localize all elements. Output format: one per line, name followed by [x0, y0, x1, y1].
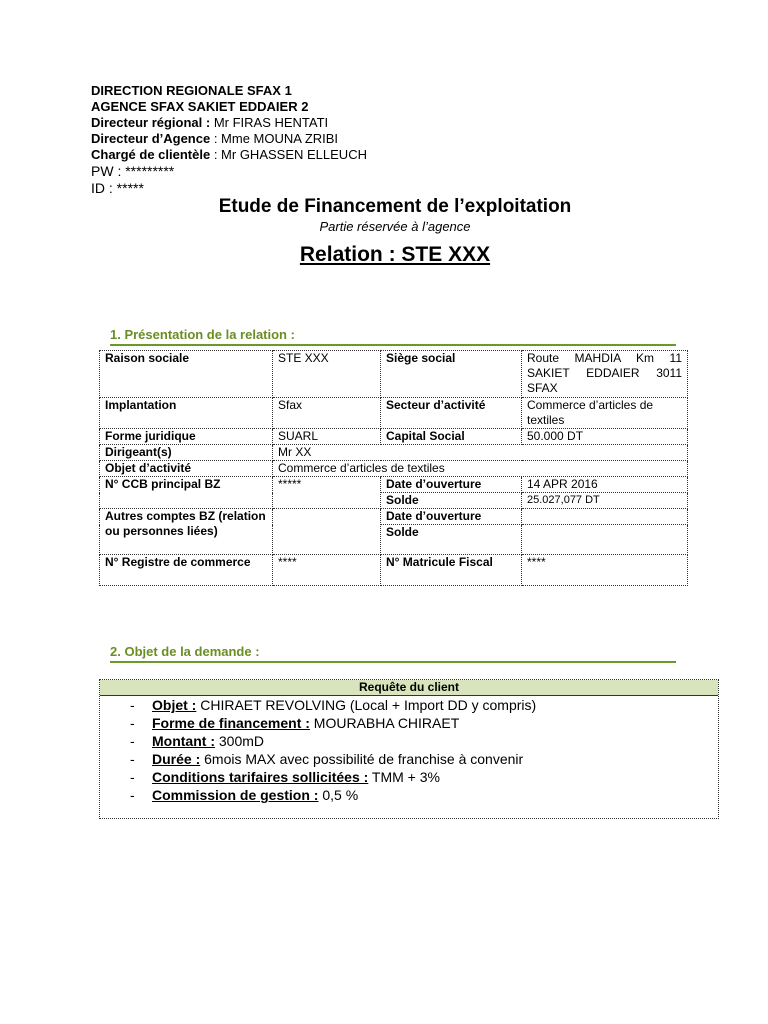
bullet-dash: -	[130, 697, 135, 713]
solde-2-label: Solde	[381, 525, 522, 555]
direction-line: DIRECTION REGIONALE SFAX 1	[91, 83, 292, 98]
table-row	[100, 555, 688, 586]
relation-title: Relation : STE XXX	[299, 243, 491, 266]
secteur-value: Commerce d’articles de textiles	[522, 398, 688, 429]
list-item	[130, 786, 718, 804]
list-item	[130, 768, 718, 786]
agence-line: AGENCE SFAX SAKIET EDDAIER 2	[91, 99, 309, 114]
dirigeant-label: Dirigeant(s)	[100, 445, 273, 461]
autres-comptes-value	[273, 509, 381, 555]
bullet-dash: -	[130, 715, 135, 731]
request-key: Commission de gestion :	[152, 787, 319, 803]
request-value: 6mois MAX avec possibilité de franchise à convenir	[200, 751, 524, 767]
solde-label: Solde	[381, 493, 522, 509]
objet-activite-value: Commerce d’articles de textiles	[273, 461, 688, 477]
bullet-dash: -	[130, 787, 135, 803]
list-item	[130, 696, 718, 714]
request-value: MOURABHA CHIRAET	[309, 715, 460, 731]
section-1-heading: 1. Présentation de la relation :	[110, 327, 676, 346]
siege-social-value: Route MAHDIA Km 11 SAKIET EDDAIER 3011 SFAX	[522, 351, 688, 398]
dirigeant-value: Mr XX	[273, 445, 688, 461]
implantation-value: Sfax	[273, 398, 381, 429]
charge-clientele-label: Chargé de clientèle	[91, 147, 211, 162]
directeur-regional-line	[91, 115, 367, 131]
request-key: Objet :	[152, 697, 197, 713]
secteur-label: Secteur d’activité	[381, 398, 522, 429]
date-ouverture-label: Date d’ouverture	[381, 477, 522, 493]
request-key: Forme de financement :	[152, 715, 310, 731]
solde-value: 25.027,077 DT	[522, 493, 688, 509]
directeur-agence-line	[91, 131, 367, 147]
raison-sociale-value: STE XXX	[273, 351, 381, 398]
registre-commerce-value: ****	[273, 555, 381, 586]
sub-title: Partie réservée à l’agence	[319, 219, 471, 234]
autres-comptes-label: Autres comptes BZ (relation ou personnes liées)	[100, 509, 273, 555]
request-key: Durée :	[152, 751, 201, 767]
ccb-value: *****	[273, 477, 381, 509]
relation-table	[99, 350, 688, 586]
bullet-dash: -	[130, 751, 135, 767]
request-header: Requête du client	[100, 680, 718, 696]
directeur-regional-value: Mr FIRAS HENTATI	[210, 115, 329, 130]
pw-line: PW : *********	[91, 163, 175, 179]
table-row	[100, 461, 688, 477]
list-item	[130, 750, 718, 768]
request-key: Conditions tarifaires sollicitées :	[152, 769, 369, 785]
siege-social-label: Siège social	[381, 351, 522, 398]
request-value: TMM + 3%	[368, 769, 440, 785]
section-2-heading: 2. Objet de la demande :	[110, 644, 676, 663]
bullet-dash: -	[130, 769, 135, 785]
forme-juridique-value: SUARL	[273, 429, 381, 445]
date-ouverture-value: 14 APR 2016	[522, 477, 688, 493]
id-line: ID : *****	[91, 180, 144, 196]
request-key: Montant :	[152, 733, 215, 749]
directeur-agence-label: Directeur d’Agence	[91, 131, 211, 146]
matricule-fiscal-label: N° Matricule Fiscal	[381, 555, 522, 586]
document-header	[91, 83, 367, 197]
matricule-fiscal-value: ****	[522, 555, 688, 586]
request-value: 0,5 %	[318, 787, 359, 803]
date-ouverture-2-label: Date d’ouverture	[381, 509, 522, 525]
capital-social-label: Capital Social	[381, 429, 522, 445]
ccb-label: N° CCB principal BZ	[100, 477, 273, 509]
request-list	[100, 696, 718, 804]
forme-juridique-label: Forme juridique	[100, 429, 273, 445]
solde-2-value	[522, 525, 688, 555]
table-row	[100, 429, 688, 445]
registre-commerce-label: N° Registre de commerce	[100, 555, 273, 586]
capital-social-value: 50.000 DT	[522, 429, 688, 445]
table-row	[100, 398, 688, 429]
table-row	[100, 445, 688, 461]
main-title: Etude de Financement de l’exploitation	[218, 196, 572, 217]
list-item	[130, 732, 718, 750]
directeur-agence-value: : Mme MOUNA ZRIBI	[210, 131, 339, 146]
table-row	[100, 509, 688, 525]
date-ouverture-2-value	[522, 509, 688, 525]
raison-sociale-label: Raison sociale	[100, 351, 273, 398]
implantation-label: Implantation	[100, 398, 273, 429]
request-box	[99, 679, 719, 819]
bullet-dash: -	[130, 733, 135, 749]
charge-clientele-value: : Mr GHASSEN ELLEUCH	[210, 147, 367, 162]
list-item	[130, 714, 718, 732]
table-row	[100, 477, 688, 493]
directeur-regional-label: Directeur régional :	[91, 115, 211, 130]
table-row	[100, 351, 688, 398]
request-value: CHIRAET REVOLVING (Local + Import DD y compris)	[196, 697, 537, 713]
charge-clientele-line	[91, 147, 367, 163]
request-value: 300mD	[214, 733, 265, 749]
objet-activite-label: Objet d’activité	[100, 461, 273, 477]
